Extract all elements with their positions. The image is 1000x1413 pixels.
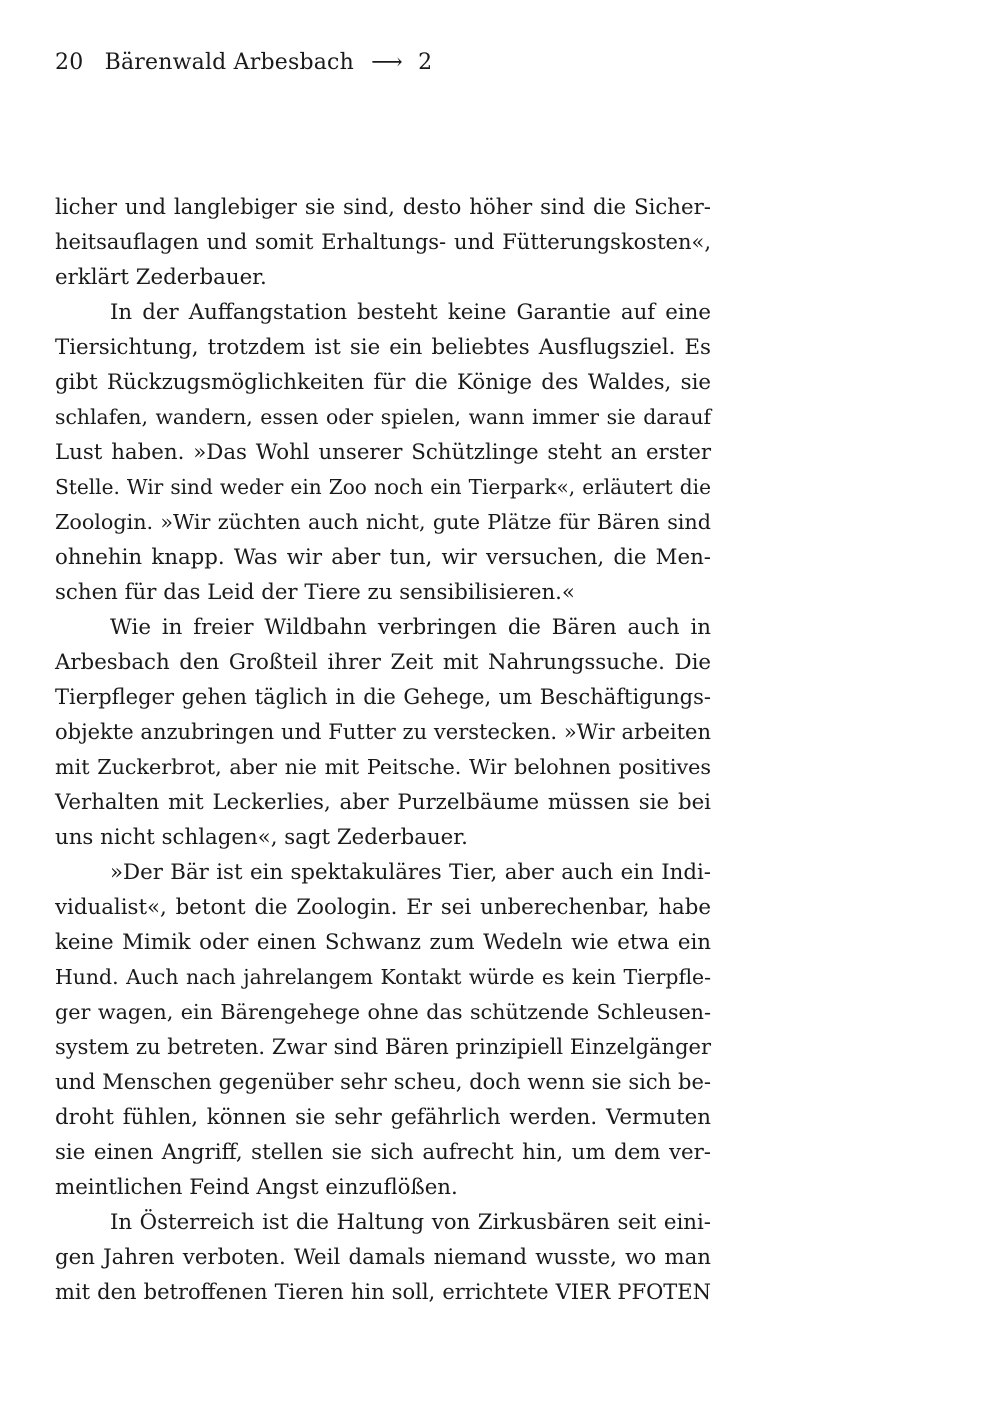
text-line: keine Mimik oder einen Schwanz zum Wedeln wie etwa ein (55, 930, 711, 955)
text-line: erklärt Zederbauer. (55, 265, 267, 290)
paragraph (55, 610, 711, 855)
text-line: schlafen, wandern, essen oder spielen, wann immer sie darauf (55, 405, 711, 429)
chapter-title: Bärenwald Arbesbach (104, 50, 354, 75)
text-line: In Österreich ist die Haltung von Zirkusbären seit eini- (110, 1210, 711, 1235)
chapter-reference: 2 (418, 50, 433, 75)
text-line: uns nicht schlagen«, sagt Zederbauer. (55, 825, 468, 850)
text-line: Tiersichtung, trotzdem ist sie ein beliebtes Ausflugsziel. Es (55, 335, 711, 360)
text-line: Verhalten mit Leckerlies, aber Purzelbäume müssen sie bei (55, 790, 711, 815)
text-line: objekte anzubringen und Futter zu verstecken. »Wir arbeiten (55, 720, 711, 744)
text-line: Zoologin. »Wir züchten auch nicht, gute Plätze für Bären sind (55, 510, 711, 534)
paragraph (55, 190, 711, 295)
text-line: licher und langlebiger sie sind, desto höher sind die Sicher- (55, 195, 711, 220)
text-line: Tierpfleger gehen täglich in die Gehege, um Beschäftigungs- (55, 685, 711, 709)
text-line: sie einen Angriff, stellen sie sich aufrecht hin, um dem ver- (55, 1140, 711, 1165)
text-line: system zu betreten. Zwar sind Bären prinzipiell Einzelgänger (55, 1035, 711, 1059)
text-line: Arbesbach den Großteil ihrer Zeit mit Nahrungssuche. Die (55, 650, 711, 675)
paragraph (55, 855, 711, 1205)
body-text (55, 190, 711, 1310)
text-line: Wie in freier Wildbahn verbringen die Bären auch in (110, 615, 711, 640)
text-line: droht fühlen, können sie sehr gefährlich werden. Vermuten (55, 1105, 711, 1130)
text-line: schen für das Leid der Tiere zu sensibilisieren.« (55, 580, 575, 605)
text-line: heitsauflagen und somit Erhaltungs- und Fütterungskosten«, (55, 230, 711, 254)
paragraph (55, 1205, 711, 1310)
text-line: und Menschen gegenüber sehr scheu, doch wenn sie sich be- (55, 1070, 711, 1094)
text-line: vidualist«, betont die Zoologin. Er sei unberechenbar, habe (55, 895, 711, 920)
page-number: 20 (55, 50, 84, 75)
text-line: gen Jahren verboten. Weil damals niemand wusste, wo man (55, 1245, 711, 1270)
text-line: meintlichen Feind Angst einzuflößen. (55, 1175, 458, 1200)
text-line: Stelle. Wir sind weder ein Zoo noch ein Tierpark«, erläutert die (55, 475, 711, 499)
text-line: Hund. Auch nach jahrelangem Kontakt würde es kein Tierpfle- (55, 965, 711, 989)
text-line: »Der Bär ist ein spektakuläres Tier, aber auch ein Indi- (110, 860, 711, 885)
paragraph (55, 295, 711, 610)
text-line: Lust haben. »Das Wohl unserer Schützlinge steht an erster (55, 440, 711, 465)
running-head (55, 46, 432, 80)
arrow-right-icon: ⟶ (371, 50, 403, 75)
text-line: In der Auffangstation besteht keine Garantie auf eine (110, 300, 711, 325)
text-line: mit Zuckerbrot, aber nie mit Peitsche. Wir belohnen positives (55, 755, 711, 779)
text-line: ohnehin knapp. Was wir aber tun, wir versuchen, die Men- (55, 545, 711, 570)
text-line: mit den betroffenen Tieren hin soll, errichtete VIER PFOTEN (55, 1280, 711, 1304)
text-line: ger wagen, ein Bärengehege ohne das schützende Schleusen- (55, 1000, 711, 1024)
text-line: gibt Rückzugsmöglichkeiten für die Könige des Waldes, sie (55, 370, 711, 395)
